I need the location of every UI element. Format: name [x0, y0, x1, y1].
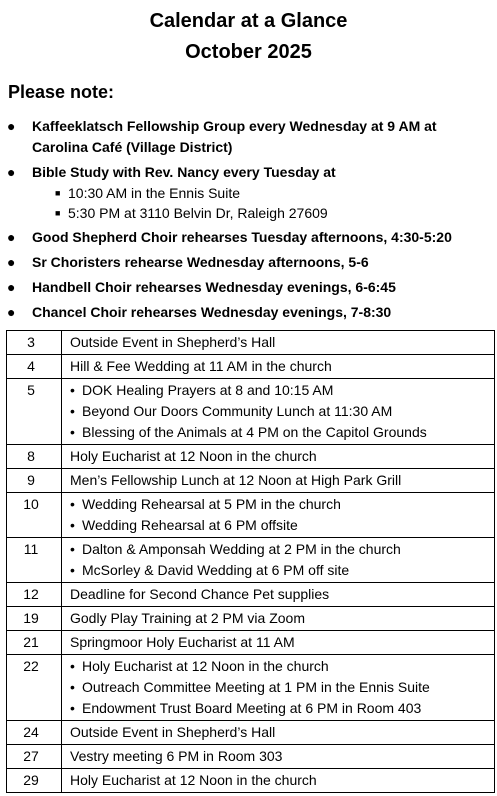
- bullet-icon: ●: [7, 164, 16, 180]
- event-cell: [62, 655, 495, 721]
- event-line: [70, 446, 488, 467]
- calendar-table-body: [7, 331, 495, 793]
- note-text: Handbell Choir rehearses Wednesday evenings, 6-6:45: [32, 279, 396, 295]
- event-date: 10: [7, 493, 62, 538]
- event-date: 22: [7, 655, 62, 721]
- event-text: Deadline for Second Chance Pet supplies: [70, 586, 330, 602]
- event-date: 3: [7, 331, 62, 355]
- event-line: [70, 539, 488, 560]
- title-block: [0, 6, 497, 68]
- event-line: [70, 608, 488, 629]
- note-text: Sr Choristers rehearse Wednesday afternoons, 5-6: [32, 254, 369, 270]
- event-line: [70, 401, 488, 422]
- event-line: [70, 332, 488, 353]
- bullet-icon: •: [70, 562, 75, 578]
- event-line: [70, 698, 488, 719]
- event-text: Holy Eucharist at 12 Noon in the church: [70, 772, 317, 788]
- event-date: 19: [7, 607, 62, 631]
- note-item: [0, 162, 497, 223]
- event-text: Dalton & Amponsah Wedding at 2 PM in the church: [82, 541, 401, 557]
- table-row: [7, 331, 495, 355]
- bullet-icon: ●: [7, 304, 16, 320]
- event-text: Hill & Fee Wedding at 11 AM in the church: [70, 358, 332, 374]
- event-line: [70, 722, 488, 743]
- event-text: Outside Event in Shepherd’s Hall: [70, 334, 276, 350]
- table-row: [7, 538, 495, 583]
- event-text: Wedding Rehearsal at 5 PM in the church: [82, 496, 341, 512]
- notes-heading: Please note:: [8, 82, 115, 102]
- event-date: 29: [7, 769, 62, 793]
- event-text: DOK Healing Prayers at 8 and 10:15 AM: [82, 382, 334, 398]
- note-item: [0, 252, 497, 273]
- bullet-icon: •: [70, 517, 75, 533]
- event-text: Holy Eucharist at 12 Noon in the church: [70, 448, 317, 464]
- event-date: 8: [7, 445, 62, 469]
- event-cell: [62, 721, 495, 745]
- bullet-icon: ●: [7, 229, 16, 245]
- table-row: [7, 355, 495, 379]
- bullet-icon: •: [70, 541, 75, 557]
- event-line: [70, 515, 488, 536]
- event-cell: [62, 607, 495, 631]
- event-cell: [62, 331, 495, 355]
- event-line: [70, 677, 488, 698]
- table-row: [7, 745, 495, 769]
- event-text: Endowment Trust Board Meeting at 6 PM in Room 403: [82, 700, 422, 716]
- event-cell: [62, 493, 495, 538]
- bullet-icon: •: [70, 424, 75, 440]
- table-row: [7, 769, 495, 793]
- table-row: [7, 721, 495, 745]
- square-bullet-icon: ■: [55, 208, 61, 218]
- bullet-icon: ●: [7, 118, 16, 134]
- event-text: Godly Play Training at 2 PM via Zoom: [70, 610, 305, 626]
- event-line: [70, 560, 488, 581]
- event-text: Springmoor Holy Eucharist at 11 AM: [70, 634, 295, 650]
- event-text: Outreach Committee Meeting at 1 PM in the Ennis Suite: [82, 679, 430, 695]
- calendar-table: [6, 330, 495, 793]
- bullet-icon: ●: [7, 254, 16, 270]
- event-date: 12: [7, 583, 62, 607]
- table-row: [7, 469, 495, 493]
- note-text: Kaffeeklatsch Fellowship Group every Wednesday at 9 AM at Carolina Café (Village District): [32, 118, 437, 155]
- page-title: Calendar at a Glance: [149, 10, 348, 32]
- note-subitem-text: 5:30 PM at 3110 Belvin Dr, Raleigh 27609: [68, 205, 328, 221]
- bullet-icon: •: [70, 700, 75, 716]
- event-line: [70, 422, 488, 443]
- event-date: 21: [7, 631, 62, 655]
- event-line: [70, 584, 488, 605]
- note-sublist: [32, 183, 491, 223]
- event-date: 4: [7, 355, 62, 379]
- event-text: McSorley & David Wedding at 6 PM off site: [82, 562, 350, 578]
- event-cell: [62, 469, 495, 493]
- event-line: [70, 656, 488, 677]
- table-row: [7, 655, 495, 721]
- notes-list: [0, 116, 497, 327]
- event-date: 11: [7, 538, 62, 583]
- bullet-icon: •: [70, 403, 75, 419]
- note-item: [0, 302, 497, 323]
- event-text: Vestry meeting 6 PM in Room 303: [70, 748, 283, 764]
- event-cell: [62, 745, 495, 769]
- note-subitem: [32, 183, 491, 203]
- event-text: Blessing of the Animals at 4 PM on the Capitol Grounds: [82, 424, 427, 440]
- table-row: [7, 631, 495, 655]
- event-cell: [62, 769, 495, 793]
- table-row: [7, 379, 495, 445]
- note-subitem: [32, 203, 491, 223]
- event-date: 5: [7, 379, 62, 445]
- event-date: 9: [7, 469, 62, 493]
- event-line: [70, 632, 488, 653]
- note-text: Chancel Choir rehearses Wednesday evenings, 7-8:30: [32, 304, 392, 320]
- event-line: [70, 470, 488, 491]
- bullet-icon: ●: [7, 279, 16, 295]
- event-line: [70, 380, 488, 401]
- table-row: [7, 583, 495, 607]
- event-text: Holy Eucharist at 12 Noon in the church: [82, 658, 329, 674]
- event-cell: [62, 355, 495, 379]
- table-row: [7, 445, 495, 469]
- event-cell: [62, 445, 495, 469]
- bullet-icon: •: [70, 658, 75, 674]
- table-row: [7, 493, 495, 538]
- event-line: [70, 746, 488, 767]
- bullet-icon: •: [70, 496, 75, 512]
- note-item: [0, 277, 497, 298]
- event-text: Beyond Our Doors Community Lunch at 11:30 AM: [82, 403, 393, 419]
- event-cell: [62, 538, 495, 583]
- bullet-icon: •: [70, 382, 75, 398]
- event-cell: [62, 583, 495, 607]
- note-text: Good Shepherd Choir rehearses Tuesday afternoons, 4:30-5:20: [32, 229, 452, 245]
- page-subtitle: October 2025: [185, 41, 312, 63]
- note-item: [0, 116, 497, 158]
- bullet-icon: •: [70, 679, 75, 695]
- event-line: [70, 770, 488, 791]
- note-text: Bible Study with Rev. Nancy every Tuesday at: [32, 164, 336, 180]
- event-line: [70, 356, 488, 377]
- table-row: [7, 607, 495, 631]
- event-date: 27: [7, 745, 62, 769]
- event-text: Men’s Fellowship Lunch at 12 Noon at High Park Grill: [70, 472, 402, 488]
- event-text: Wedding Rehearsal at 6 PM offsite: [82, 517, 298, 533]
- note-item: [0, 227, 497, 248]
- event-text: Outside Event in Shepherd’s Hall: [70, 724, 276, 740]
- event-cell: [62, 379, 495, 445]
- event-date: 24: [7, 721, 62, 745]
- square-bullet-icon: ■: [55, 188, 61, 198]
- note-subitem-text: 10:30 AM in the Ennis Suite: [68, 185, 240, 201]
- event-cell: [62, 631, 495, 655]
- event-line: [70, 494, 488, 515]
